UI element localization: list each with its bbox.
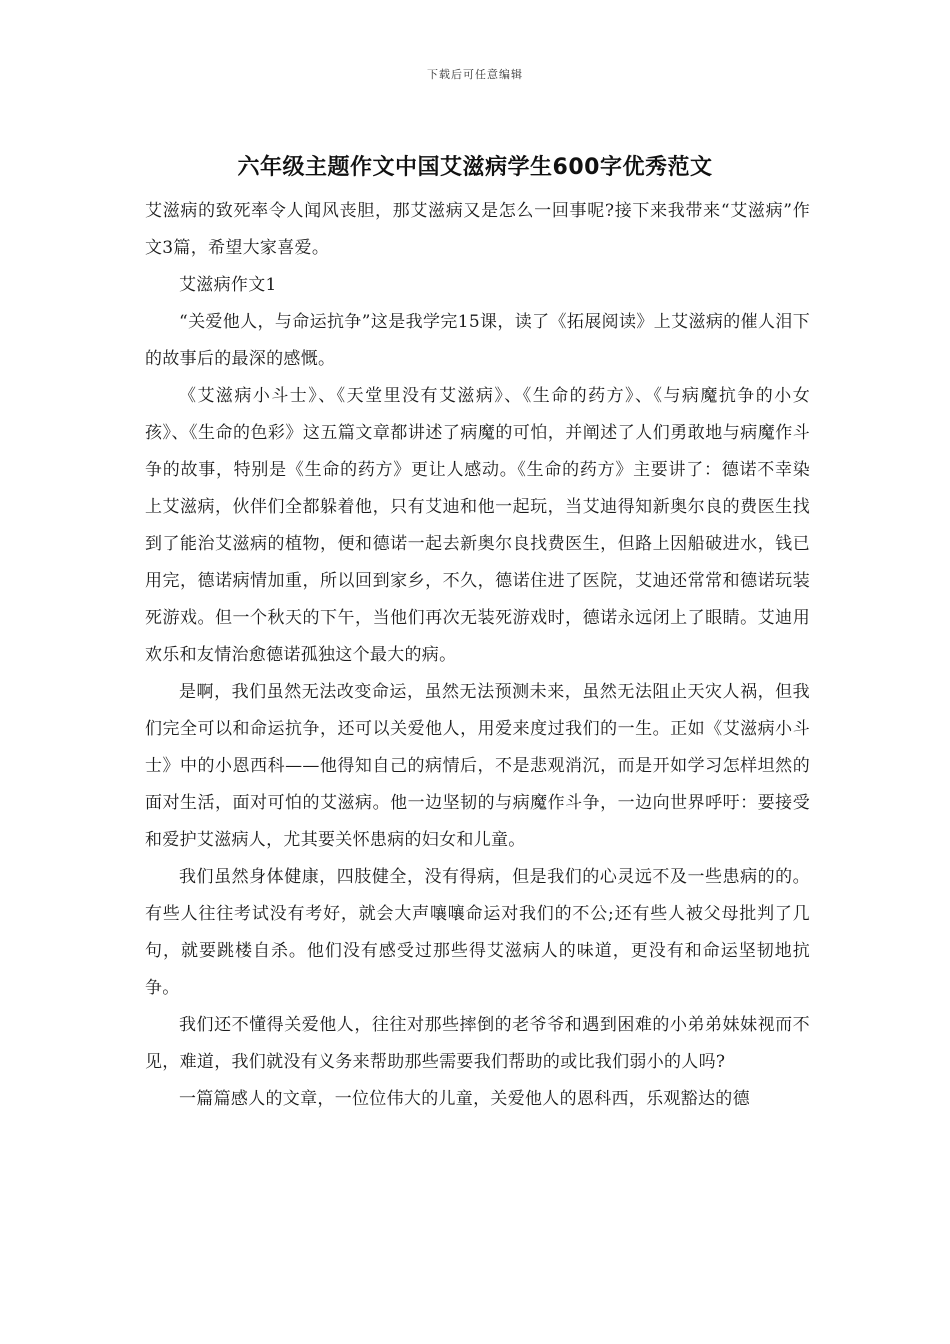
header-note: 下载后可任意编辑 — [427, 68, 523, 81]
essay-heading: 艾滋病作文1 — [179, 275, 277, 295]
body-paragraph: 是啊，我们虽然无法改变命运，虽然无法预测未来，虽然无法阻止天灾人祸，但我们完全可以和命运抗争，还可以关爱他人，用爱来度过我们的一生。正如《艾滋病小斗士》中的小恩西科——他得知自己的病情后，不是悲观消沉，而是开如学习怎样坦然的面对生活，面对可怕的艾滋病。他一边坚韧的与病魔作斗争，一边向世界呼吁：要接受和爱护艾滋病人，尤其要关怀患病的妇女和儿童。 — [145, 682, 810, 850]
document-title: 六年级主题作文中国艾滋病学生600字优秀范文 — [237, 155, 713, 180]
body-paragraph: 我们虽然身体健康，四肢健全，没有得病，但是我们的心灵远不及一些患病的的。有些人往往考试没有考好，就会大声嚷嚷命运对我们的不公;还有些人被父母批判了几句，就要跳楼自杀。他们没有感受过那些得艾滋病人的味道，更没有和命运坚韧地抗争。 — [145, 867, 810, 998]
body-paragraph: 一篇篇感人的文章，一位位伟大的儿童，关爱他人的恩科西，乐观豁达的德 — [179, 1089, 750, 1109]
body-paragraph: 《艾滋病小斗士》、《天堂里没有艾滋病》、《生命的药方》、《与病魔抗争的小女孩》、《生命的色彩》这五篇文章都讲述了病魔的可怕，并阐述了人们勇敢地与病魔作斗争的故事，特别是《生命的药方》更让人感动。《生命的药方》主要讲了：德诺不幸染上艾滋病，伙伴们全都躲着他，只有艾迪和他一起玩，当艾迪得知新奥尔良的费医生找到了能治艾滋病的植物，便和德诺一起去新奥尔良找费医生，但路上因船破进水，钱已用完，德诺病情加重，所以回到家乡，不久，德诺住进了医院，艾迪还常常和德诺玩装死游戏。但一个秋天的下午，当他们再次无装死游戏时，德诺永远闭上了眼睛。艾迪用欢乐和友情治愈德诺孤独这个最大的病。 — [145, 386, 810, 665]
body-paragraph: “关爱他人，与命运抗争”这是我学完15课，读了《拓展阅读》上艾滋病的催人泪下的故事后的最深的感慨。 — [145, 312, 810, 369]
body-paragraph: 我们还不懂得关爱他人，往往对那些摔倒的老爷爷和遇到困难的小弟弟妹妹视而不见，难道，我们就没有义务来帮助那些需要我们帮助的或比我们弱小的人吗? — [145, 1015, 810, 1072]
intro-paragraph: 艾滋病的致死率令人闻风丧胆，那艾滋病又是怎么一回事呢?接下来我带来“艾滋病”作文3篇，希望大家喜爱。 — [145, 201, 810, 258]
document-body — [145, 193, 810, 1118]
